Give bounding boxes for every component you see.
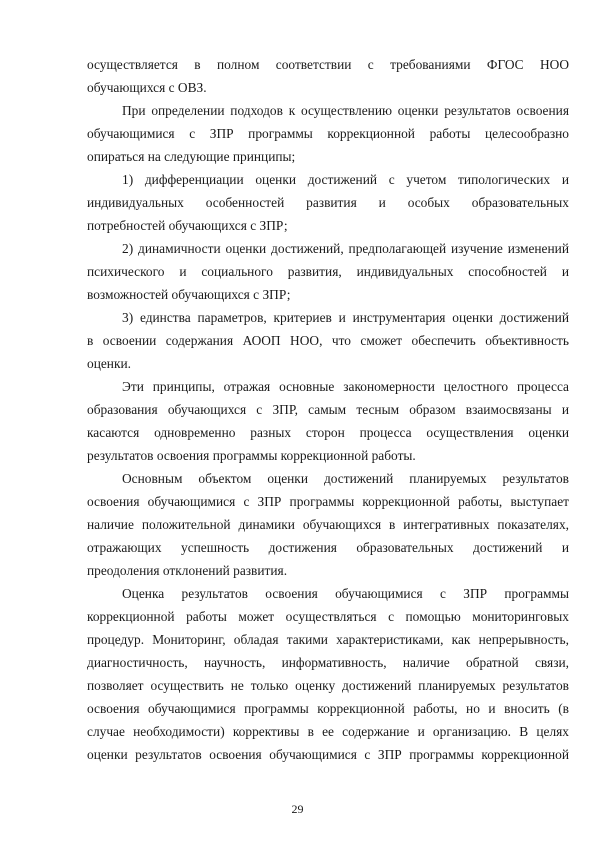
page-number: 29	[291, 802, 304, 816]
text-line: обучающихся с ОВЗ.	[87, 80, 207, 95]
text-line: потребностей обучающихся с ЗПР;	[87, 218, 288, 233]
text-line: Основным объектом оценки достижений планируемых результатов	[122, 471, 569, 486]
text-line: образования обучающихся с ЗПР, самым тесным образом взаимосвязаны и	[87, 402, 569, 417]
text-line: диагностичность, научность, информативность, наличие обратной связи,	[87, 655, 569, 670]
text-line: оценки результатов освоения обучающимися с ЗПР программы коррекционной	[87, 747, 569, 762]
text-line: результатов освоения программы коррекционной работы.	[87, 448, 416, 463]
text-line: оценки.	[87, 356, 131, 371]
text-line: освоения обучающимися программы коррекционной работы, но и вносить (в	[87, 701, 569, 716]
text-line: 1) дифференциации оценки достижений с учетом типологических и	[122, 172, 569, 187]
text-line: психического и социального развития, индивидуальных способностей и	[87, 264, 569, 279]
text-line: обучающимися с ЗПР программы коррекционной работы целесообразно	[87, 126, 569, 141]
text-line: коррекционной работы может осуществляться с помощью мониторинговых	[87, 609, 569, 624]
text-line: Эти принципы, отражая основные закономерности целостного процесса	[122, 379, 569, 394]
text-line: Оценка результатов освоения обучающимися с ЗПР программы	[122, 586, 569, 601]
text-line: 3) единства параметров, критериев и инструментария оценки достижений	[122, 310, 569, 325]
text-line: отражающих успешность достижения образовательных достижений и	[87, 540, 569, 555]
text-line: возможностей обучающихся с ЗПР;	[87, 287, 291, 302]
text-line: процедур. Мониторинг, обладая такими характеристиками, как непрерывность,	[87, 632, 569, 647]
text-line: позволяет осуществить не только оценку достижений планируемых результатов	[87, 678, 569, 693]
text-line: случае необходимости) коррективы в ее содержание и организацию. В целях	[87, 724, 569, 739]
text-line: индивидуальных особенностей развития и особых образовательных	[87, 195, 569, 210]
text-line: наличие положительной динамики обучающихся в интегративных показателях,	[87, 517, 569, 532]
text-line: 2) динамичности оценки достижений, предполагающей изучение изменений	[122, 241, 569, 256]
text-line: опираться на следующие принципы;	[87, 149, 296, 164]
text-line: осуществляется в полном соответствии с требованиями ФГОС НОО	[87, 57, 569, 72]
text-line: в освоении содержания АООП НОО, что сможет обеспечить объективность	[87, 333, 569, 348]
text-line: касаются одновременно разных сторон процесса осуществления оценки	[87, 425, 569, 440]
text-line: При определении подходов к осуществлению оценки результатов освоения	[122, 103, 569, 118]
text-line: преодоления отклонений развития.	[87, 563, 288, 578]
text-line: освоения обучающимися с ЗПР программы коррекционной работы, выступает	[87, 494, 569, 509]
